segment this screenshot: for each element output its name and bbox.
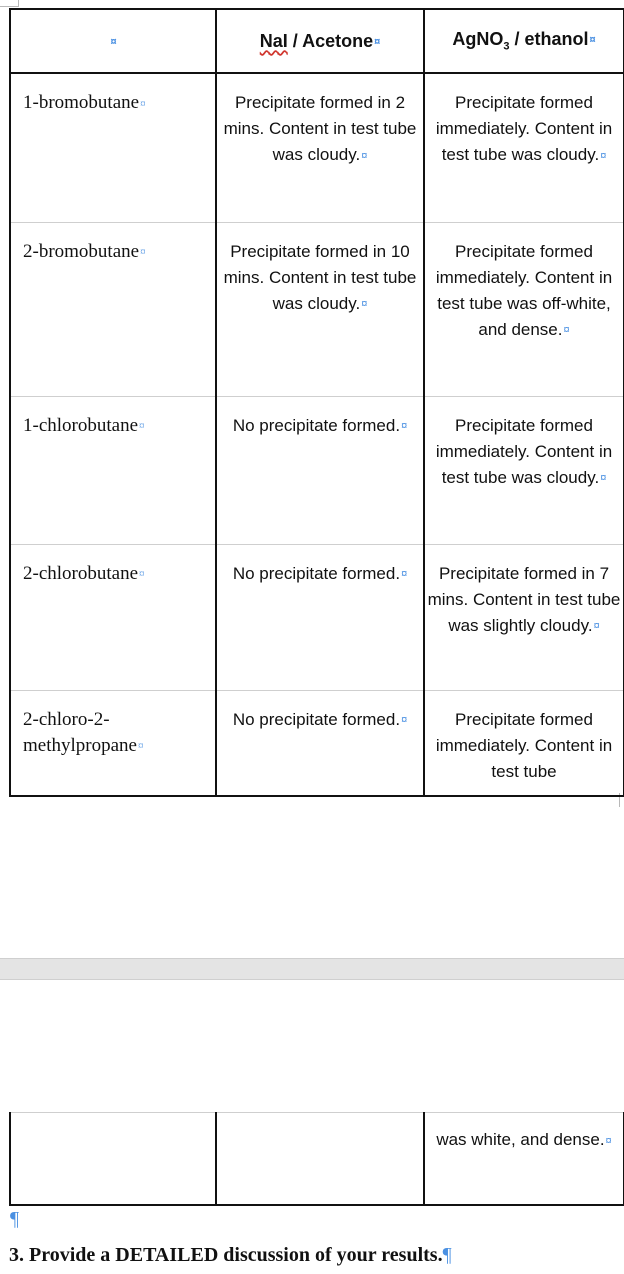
compound-cell[interactable]: 2-bromobutane¤ bbox=[10, 222, 216, 396]
compound-cell[interactable]: 2-chlorobutane¤ bbox=[10, 544, 216, 690]
table-row bbox=[10, 396, 624, 544]
agno3-result-cell[interactable]: was white, and dense.¤ bbox=[424, 1113, 624, 1205]
agno3-result-cell[interactable]: Precipitate formed immediately. Content in test tube was cloudy.¤ bbox=[424, 73, 624, 222]
table-row bbox=[10, 690, 624, 796]
nai-result-cell[interactable]: Precipitate formed in 2 mins. Content in test tube was cloudy.¤ bbox=[216, 73, 424, 222]
table-row bbox=[10, 73, 624, 222]
results-table-continued bbox=[9, 1112, 624, 1206]
agno3-result-cell[interactable]: Precipitate formed immediately. Content in test tube was cloudy.¤ bbox=[424, 396, 624, 544]
paragraph-mark: ¶ bbox=[10, 1208, 20, 1230]
table-row bbox=[10, 1113, 624, 1205]
results-table bbox=[9, 8, 624, 797]
table-header-row bbox=[10, 9, 624, 73]
header-nai-acetone[interactable]: NaI / Acetone¤ bbox=[216, 9, 424, 73]
compound-cell[interactable]: 2-chloro-2-methylpropane¤ bbox=[10, 690, 216, 796]
compound-cell[interactable] bbox=[10, 1113, 216, 1205]
agno3-result-cell[interactable]: Precipitate formed immediately. Content in test tube was off-white, and dense.¤ bbox=[424, 222, 624, 396]
table-row bbox=[10, 544, 624, 690]
question-heading[interactable]: 3. Provide a DETAILED discussion of your results.¶ bbox=[9, 1244, 452, 1266]
nai-result-cell[interactable]: No precipitate formed.¤ bbox=[216, 690, 424, 796]
nai-result-cell[interactable]: No precipitate formed.¤ bbox=[216, 396, 424, 544]
compound-cell[interactable]: 1-chlorobutane¤ bbox=[10, 396, 216, 544]
crop-mark bbox=[0, 0, 19, 7]
nai-result-cell[interactable]: No precipitate formed.¤ bbox=[216, 544, 424, 690]
page-break-gap bbox=[0, 958, 624, 980]
agno3-result-cell[interactable]: Precipitate formed in 7 mins. Content in test tube was slightly cloudy.¤ bbox=[424, 544, 624, 690]
header-empty-cell[interactable]: ¤ bbox=[10, 9, 216, 73]
table-row bbox=[10, 222, 624, 396]
nai-result-cell[interactable]: Precipitate formed in 10 mins. Content in test tube was cloudy.¤ bbox=[216, 222, 424, 396]
header-agno3-ethanol[interactable]: AgNO$_3$ / ethanol¤ bbox=[424, 9, 624, 73]
agno3-result-cell[interactable]: Precipitate formed immediately. Content in test tube bbox=[424, 690, 624, 796]
compound-cell[interactable]: 1-bromobutane¤ bbox=[10, 73, 216, 222]
nai-result-cell[interactable] bbox=[216, 1113, 424, 1205]
